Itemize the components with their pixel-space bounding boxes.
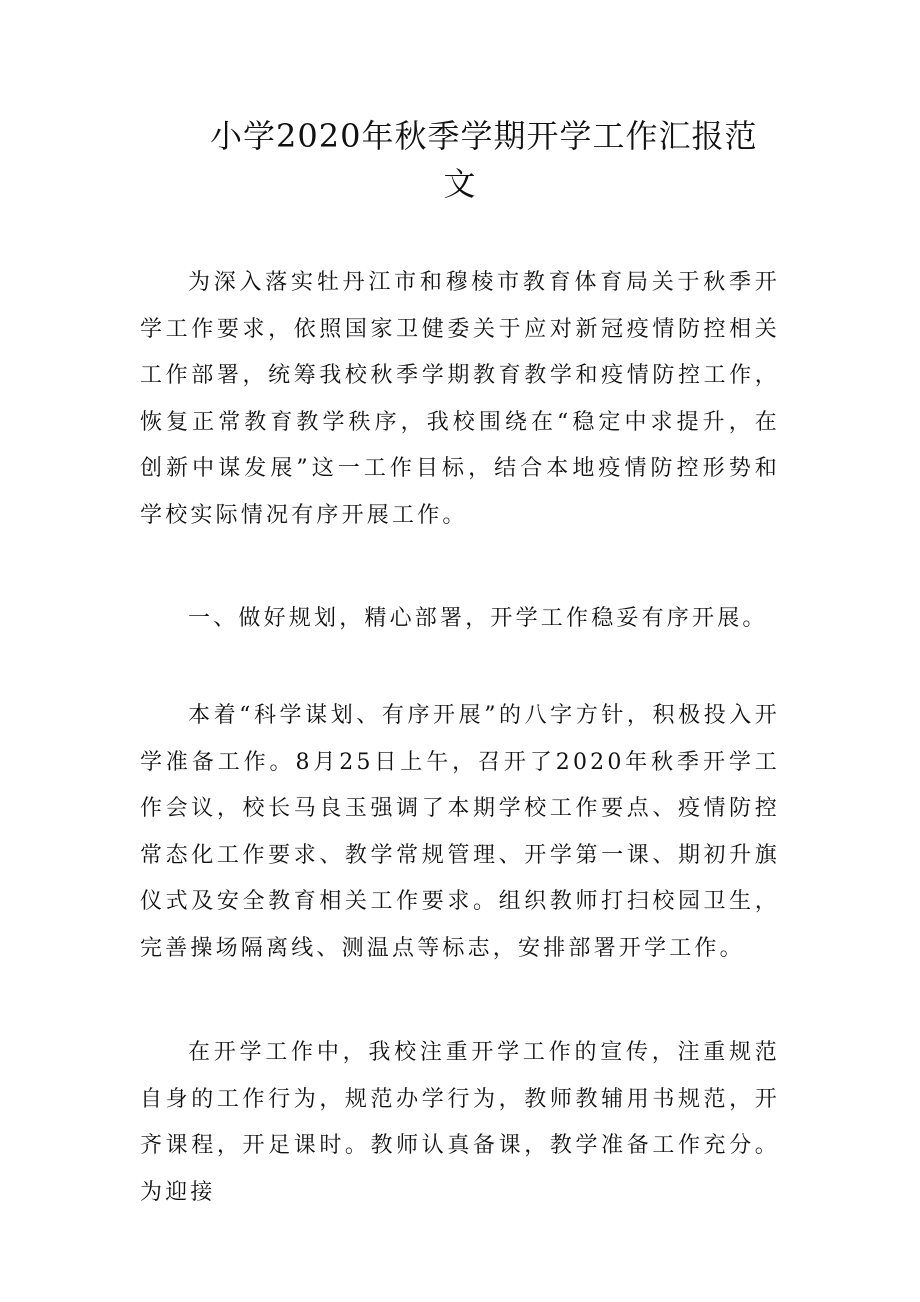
title-line-1: 小学2020年秋季学期开学工作汇报范 xyxy=(210,117,758,155)
title-line-2: 文 xyxy=(443,165,477,203)
paragraph-intro: 为深入落实牡丹江市和穆棱市教育体育局关于秋季开学工作要求，依照国家卫健委关于应对新冠疫情防控相关工作部署，统筹我校秋季学期教育教学和疫情防控工作，恢复正常教育教学秩序，我校围绕在“稳定中求提升，在创新中谋发展”这一工作目标，结合本地疫情防控形势和学校实际情况有序开展工作。 xyxy=(140,270,780,528)
paragraph-preparation: 本着“科学谋划、有序开展”的八字方针，积极投入开学准备工作。8月25日上午，召开了2020年秋季开学工作会议，校长马良玉强调了本期学校工作要点、疫情防控常态化工作要求、教学常规管理、开学第一课、期初升旗仪式及安全教育相关工作要求。组织教师打扫校园卫生，完善操场隔离线、测温点等标志，安排部署开学工作。 xyxy=(140,703,780,961)
document-title xyxy=(140,112,780,208)
section-heading-1: 一、做好规划，精心部署，开学工作稳妥有序开展。 xyxy=(188,606,768,631)
paragraph-regulation: 在开学工作中，我校注重开学工作的宣传，注重规范自身的工作行为，规范办学行为，教师教辅用书规范，开齐课程，开足课时。教师认真备课，教学准备工作充分。为迎接 xyxy=(140,1040,780,1205)
